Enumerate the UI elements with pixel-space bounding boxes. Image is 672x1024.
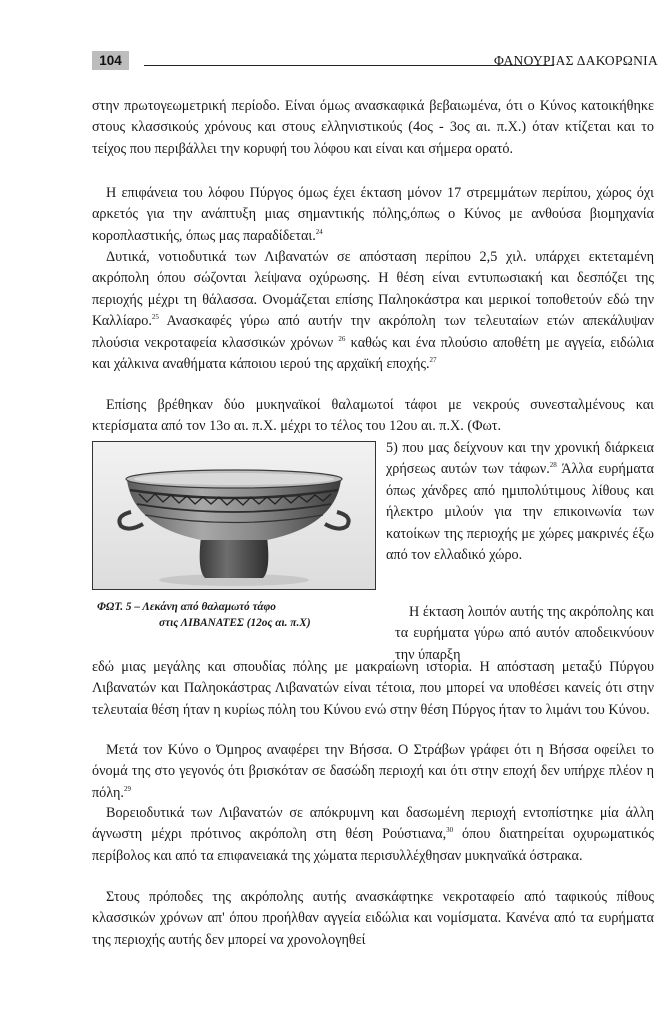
- paragraph-4-text-a: Επίσης βρέθηκαν δύο μυκηναϊκοί θαλαμωτοί τάφοι με νεκρούς συνεσταλμένους και κτερίσματα από τον 13ο αι. π.Χ. μέχρι το τέλος του 12ου αι. π.Χ. (Φωτ.: [92, 397, 654, 435]
- paragraph-6-text: Μετά τον Κύνο ο Όμηρος αναφέρει την Βήσσα. Ο Στράβων γράφει ότι η Βήσσα οφείλει το όνομά της στο γεγονός ότι βρισκόταν σε δασώδη περιοχή και ότι στην εποχή δεν υπήρχε πλέον η πόλη.: [92, 742, 654, 801]
- footnote-ref-28: 28: [549, 461, 557, 470]
- paragraph-7-text-b: όπου διατηρείται οχυρωματικός περίβολος και από τα επιφανειακά της χώματα περισυλλέχθησαν μυκηναϊκά όστρακα.: [92, 826, 654, 864]
- paragraph-1: [92, 96, 654, 160]
- paragraph-5-full-width: [92, 657, 654, 721]
- photo-figure: [92, 441, 376, 590]
- footnote-ref-24: 24: [315, 227, 323, 236]
- paragraph-3-text-a: Δυτικά, νοτιοδυτικά των Λιβανατών σε απόσταση περίπου 2,5 χιλ. υπάρχει εκτεταμένη ακρόπολη όπου σώζονται λείψανα οχύρωσης. Η θέση είναι εντυπωσιακή και δεσπόζει της περιοχής μέχρι τη θάλασσα. Ονομάζεται επίσης Παληοκάστρα και μερικοί τοποθετούν εδώ την Καλλίαρο.: [92, 249, 654, 330]
- paragraph-7: [92, 803, 654, 867]
- paragraph-4-text-c: Άλλα ευρήματα όπως χάνδρες από ημιπολύτιμους λίθους και ήλεκτρο μιλούν για την επικοινωνία των κατοίκων της περιοχής με χώρες μακρινές έξω από τον ελλαδικό χώρο.: [386, 461, 654, 564]
- paragraph-2-text: Η επιφάνεια του λόφου Πύργος όμως έχει έκταση μόνον 17 στρεμμάτων περίπου, χώρος όχι αρκετός για την ανάπτυξη μιας σημαντικής πόλης,όπως ο Κύνος με ανθούσα βιομηχανία κοροπλαστικής, όπως μας παραδίδεται.: [92, 185, 654, 244]
- page-header: [92, 51, 658, 71]
- footnote-ref-26: 26: [338, 334, 346, 343]
- header-rule: [144, 65, 554, 66]
- paragraph-8: [92, 887, 654, 951]
- bowl-photo: [93, 442, 375, 589]
- paragraph-4-full-width: [92, 395, 654, 438]
- paragraph-7-text-a: Βορειοδυτικά των Λιβανατών σε απόκρυμνη και δασωμένη περιοχή εντοπίστηκε μία άλλη άγνωστη μέχρι πρότινος ακρόπολη στη θέση Ρούστιανα,: [92, 805, 654, 843]
- paragraph-5-text-b: εδώ μιας μεγάλης και σπουδίας πόλης με μακραίωνη ιστορία. Η απόσταση μεταξύ Πύργου Λιβανατών και Παληοκάστρας Λιβανατών είναι τέτοια, που μπορεί να υποθέσει κανείς ότι στην τελευταία θέση ήταν η κυρίως πόλη του Κύνου ενώ στην θέση Πύργος ήταν το λιμάνι του Κύνου.: [92, 659, 654, 718]
- paragraph-8-text: Στους πρόποδες της ακρόπολης αυτής ανασκάφτηκε νεκροταφείο από ταφικούς πίθους κλασσικών χρόνων απ' όπου προήλθαν αγγεία ειδώλια και νομίσματα. Κανένα από τα ευρήματα της περιοχής αυτής δεν μπορεί να χρονολογηθεί: [92, 889, 654, 948]
- footnote-ref-27: 27: [429, 356, 437, 365]
- paragraph-5-text-a: Η έκταση λοιπόν αυτής της ακρόπολης και τα ευρήματα γύρω από αυτόν αποδεικνύουν την ύπαρξη: [395, 604, 654, 663]
- paragraph-4-wrapped: [386, 438, 654, 566]
- paragraph-6: [92, 740, 654, 804]
- paragraph-3: [92, 247, 654, 375]
- caption-line-2: στις ΛΙΒΑΝΑΤΕΣ (12ος αι. π.Χ): [159, 616, 311, 629]
- paragraph-4-text-b: 5) που μας δείχνουν και την χρονική διάρκεια χρήσεως αυτών των τάφων.: [386, 440, 654, 478]
- paragraph-3-text-b: Ανασκαφές γύρω από αυτήν την ακρόπολη των τελευταίων ετών απεκάλυψαν πλούσια νεκροταφεία κλασσικών χρόνων: [92, 313, 654, 351]
- paragraph-2: [92, 183, 654, 247]
- running-head: ΦΑΝΟΥΡΙΑΣ ΔΑΚΟΡΩΝΙΑ: [493, 53, 658, 68]
- figure-caption: [97, 600, 387, 631]
- paragraph-3-text-c: καθώς και ένα πλούσιο αποθέτη με αγγεία, ειδώλια και χάλκινα αναθήματα κάποιου ιερού της αρχαϊκή εποχής.: [92, 334, 654, 373]
- page-number: 104: [92, 51, 129, 70]
- paragraph-1-text: στην πρωτογεωμετρική περίοδο. Είναι όμως ανασκαφικά βεβαιωμένα, ότι ο Κύνος κατοικήθηκε στους κλασσικούς χρόνους και στους ελληνιστικούς (4ος - 3ος αι. π.Χ.) όταν κτίζεται και το τείχος που περιβάλλει την κορυφή του λόφου και είναι και σήμερα ορατό.: [92, 98, 654, 157]
- footnote-ref-29: 29: [123, 784, 131, 793]
- footnote-ref-30: 30: [446, 826, 454, 835]
- footnote-ref-25: 25: [151, 313, 159, 322]
- caption-line-1: ΦΩΤ. 5 – Λεκάνη από θαλαμωτό τάφο: [97, 601, 276, 613]
